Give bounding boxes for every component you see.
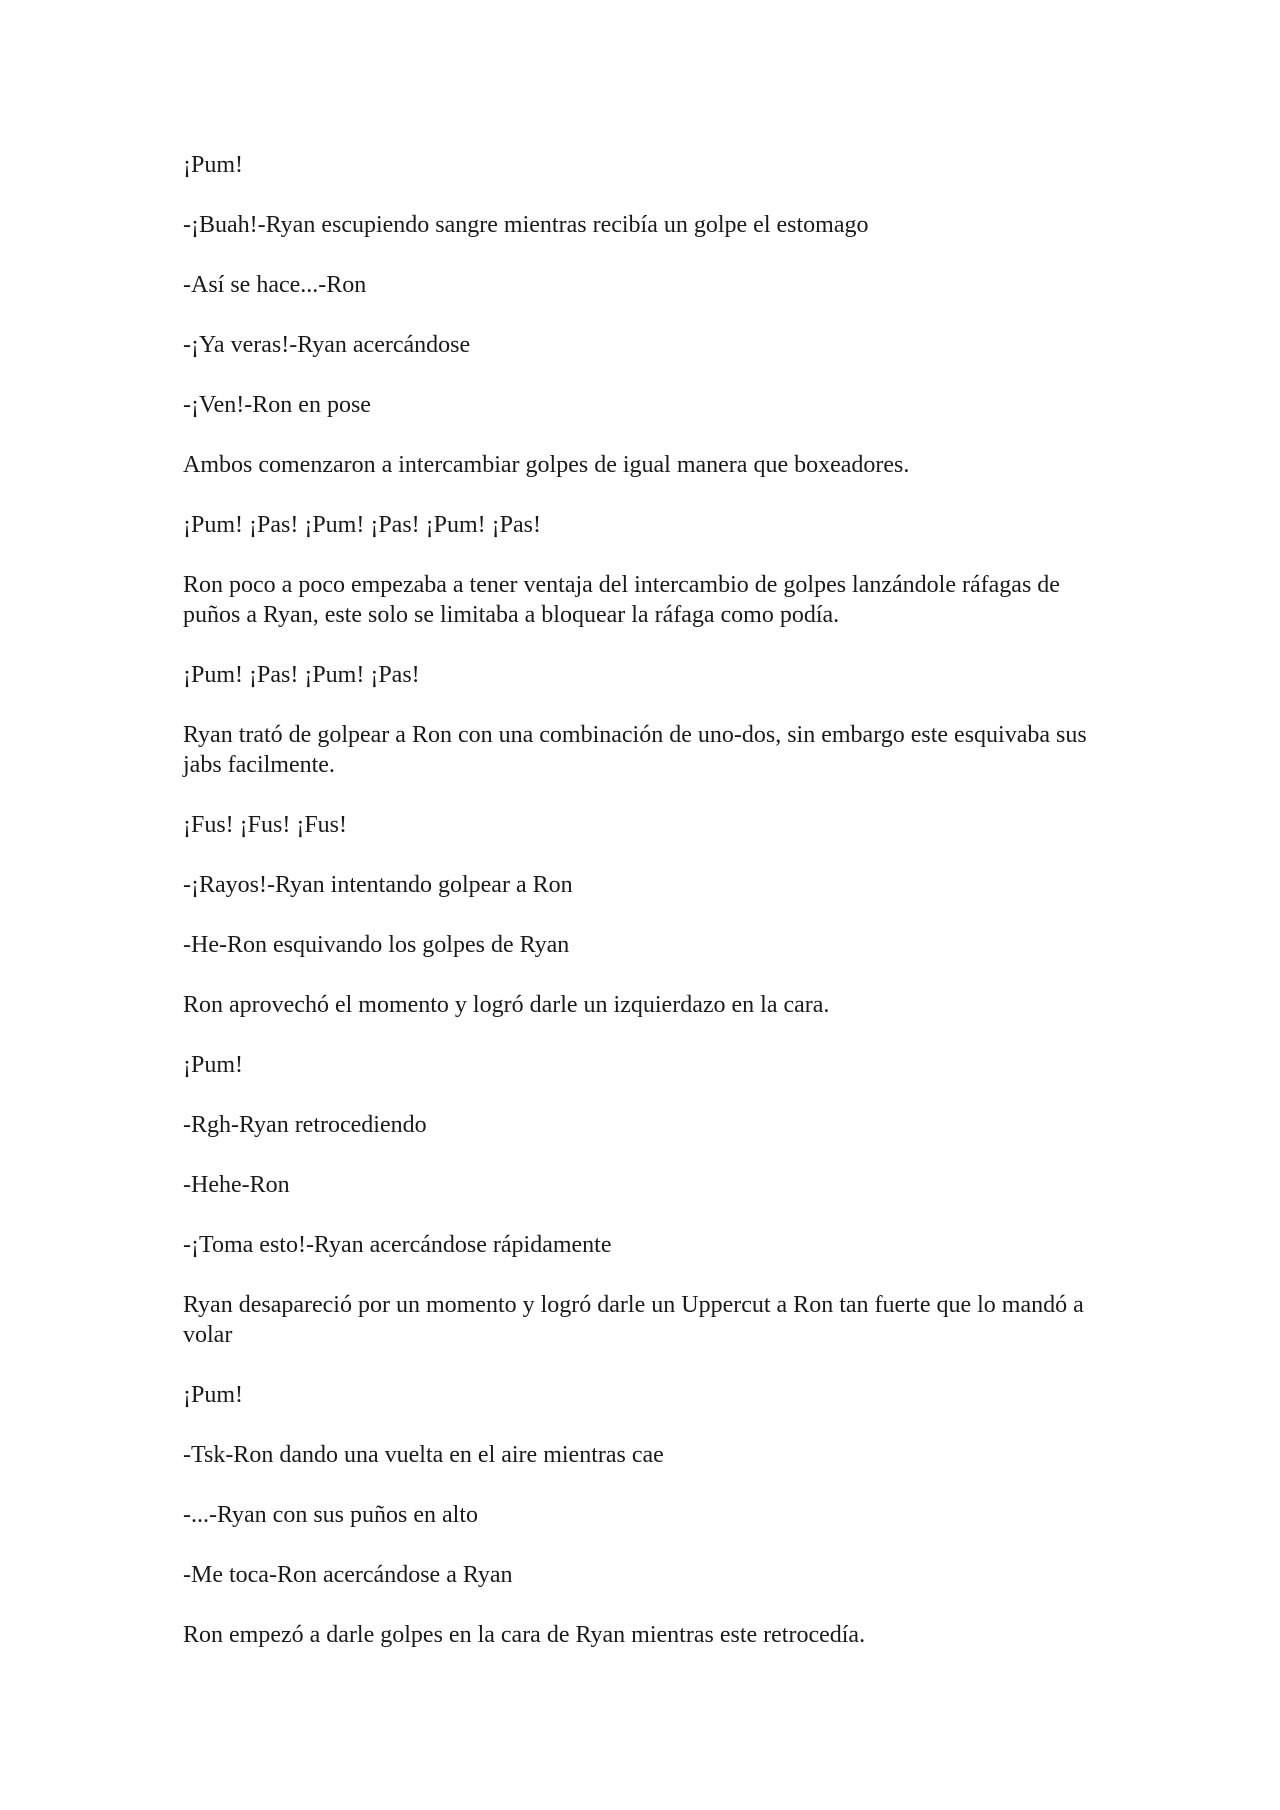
paragraph: -¡Ya veras!-Ryan acercándose xyxy=(183,332,471,358)
paragraph: Ron aprovechó el momento y logró darle un izquierdazo en la cara. xyxy=(183,992,830,1018)
paragraph: Ron poco a poco empezaba a tener ventaja del intercambio de golpes lanzándole ráfagas de puños a Ryan, este solo se limitaba a bloquear la ráfaga como podía. xyxy=(183,572,1060,628)
paragraph: ¡Pum! ¡Pas! ¡Pum! ¡Pas! xyxy=(183,662,420,688)
paragraph: -¡Toma esto!-Ryan acercándose rápidamente xyxy=(183,1232,612,1258)
paragraph: Ryan trató de golpear a Ron con una combinación de uno-dos, sin embargo este esquivaba sus jabs facilmente. xyxy=(183,722,1087,778)
paragraph: -He-Ron esquivando los golpes de Ryan xyxy=(183,932,570,958)
paragraph: -Tsk-Ron dando una vuelta en el aire mientras cae xyxy=(183,1442,664,1468)
paragraph: -¡Buah!-Ryan escupiendo sangre mientras recibía un golpe el estomago xyxy=(183,212,869,238)
paragraph: Ron empezó a darle golpes en la cara de Ryan mientras este retrocedía. xyxy=(183,1622,866,1648)
paragraph: Ryan desapareció por un momento y logró darle un Uppercut a Ron tan fuerte que lo mandó a volar xyxy=(183,1292,1084,1348)
paragraph: -Así se hace...-Ron xyxy=(183,272,367,298)
paragraph: Ambos comenzaron a intercambiar golpes de igual manera que boxeadores. xyxy=(183,452,910,478)
paragraph: -Hehe-Ron xyxy=(183,1172,290,1198)
paragraph: -...-Ryan con sus puños en alto xyxy=(183,1502,478,1528)
paragraph: ¡Pum! xyxy=(183,1382,243,1408)
paragraph: -¡Ven!-Ron en pose xyxy=(183,392,371,418)
paragraph: ¡Pum! xyxy=(183,152,243,178)
paragraph: -Rgh-Ryan retrocediendo xyxy=(183,1112,427,1138)
paragraph: ¡Pum! xyxy=(183,1052,243,1078)
document-body xyxy=(183,150,1103,1680)
paragraph: ¡Fus! ¡Fus! ¡Fus! xyxy=(183,812,348,838)
paragraph: -¡Rayos!-Ryan intentando golpear a Ron xyxy=(183,872,573,898)
paragraph: -Me toca-Ron acercándose a Ryan xyxy=(183,1562,513,1588)
paragraph: ¡Pum! ¡Pas! ¡Pum! ¡Pas! ¡Pum! ¡Pas! xyxy=(183,512,541,538)
